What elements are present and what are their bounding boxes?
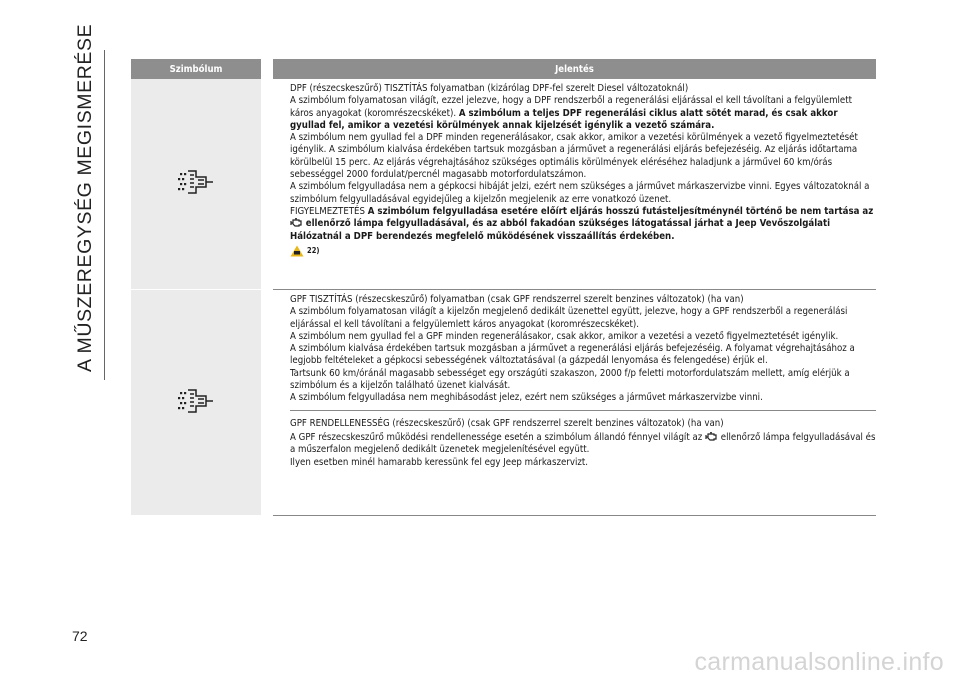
footnote-ref	[290, 245, 876, 258]
gpf-cleaning-block	[290, 294, 876, 411]
symbol-cell	[131, 79, 261, 290]
dpf-filter-icon	[177, 168, 215, 196]
symbol-table	[131, 59, 876, 516]
dpf-bold-text: A szimbólum a teljes DPF regenerálási ciklus alatt sötét marad, és csak akkor gyullad fel, amikor a vezetési körülmények annak kijelzését igénylik a vezető számára.	[290, 107, 838, 131]
table-row	[131, 290, 876, 516]
meaning-cell	[273, 79, 876, 290]
gpf-paragraph: Tartsunk 60 km/óránál magasabb sebességet egy országúti szakaszon, 2000 f/p feletti motorfordulatszám mellett, amíg elérjük a szimbólum és a kijelzőn található üzenet kialvását.	[290, 367, 850, 392]
fault-text: A GPF részecskeszűrő működési rendellenessége esetén a szimbólum állandó fénnyel világít az	[290, 431, 703, 443]
gpf-fault-paragraph: Ilyen esetben minél hamarabb keressünk fel egy Jeep márkaszervizt.	[290, 456, 589, 468]
watermark: carmanualsonline.info	[694, 648, 944, 676]
engine-check-icon	[705, 432, 718, 442]
gpf-fault-title: GPF RENDELLENESSÉG (részecskeszűrő) (csak GPF rendszerrel szerelt benzines változatok) (ha van)	[290, 417, 724, 429]
engine-check-icon	[290, 218, 303, 228]
gpf-filter-icon	[177, 387, 215, 415]
gpf-title: GPF TISZTÍTÁS (részecskeszűrő) folyamatban (csak GPF rendszerrel szerelt benzines változatok) (ha van)	[290, 294, 744, 305]
gpf-paragraph: A szimbólum nem gyullad fel a GPF minden regenerálásakor, csak akkor, amikor a vezetési a vezető figyelmeztetését igénylik.	[290, 330, 839, 342]
header-symbol: Szimbólum	[131, 59, 261, 79]
table-header-row	[131, 59, 876, 79]
header-meaning: Jelentés	[273, 59, 876, 79]
gap-cell	[261, 79, 273, 290]
dpf-paragraph: A szimbólum nem gyullad fel a DPF minden regenerálásakor, csak akkor, amikor a vezetési körülmények a vezető figyelmeztetését igénylik. A szimbólum kialvása érdekében tartsuk mozgásban a járművet a regenerálási eljárás befejezéséig. Az eljárás időtartama körülbelül 15 perc. Az eljárás végrehajtásához szükséges optimális körülmények eléréséhez haladjunk a járművel 60 km/órás sebességgel 2000 fordulat/percnél magasabb motorfordulatszámon.	[290, 132, 858, 181]
meaning-cell	[273, 290, 876, 516]
footnote-number: 22)	[307, 245, 320, 255]
dpf-warning	[290, 206, 876, 243]
fault-text: ellenőrző lámpa felgyulladásával és a műszerfalon megjelenő dedikált üzenetek megjelenítésével együtt.	[290, 431, 876, 456]
gpf-fault-paragraph	[290, 432, 876, 457]
dpf-paragraph	[290, 95, 876, 132]
note-icon	[290, 245, 304, 257]
gap-cell	[261, 290, 273, 516]
gpf-paragraph: A szimbólum kialvása érdekében tartsuk mozgásban a járművet a regenerálási eljárás befejezéséig. A folyamat végrehajtásához a legjobb feltételeket a gépkocsi sebességének változtatásával (a gázpedál lenyomása és felengedése) érjük el.	[290, 343, 855, 367]
dpf-title: DPF (részecskeszűrő) TISZTÍTÁS folyamatban (kizárólag DPF-fel szerelt Diesel változatoknál)	[290, 83, 689, 94]
page-number: 72	[72, 628, 88, 644]
chapter-divider	[104, 50, 105, 380]
symbol-cell	[131, 290, 261, 516]
warning-bold-text: A szimbólum felgyulladása esetére előírt eljárás hosszú futásteljesítménynél történő be nem tartása az	[367, 205, 874, 217]
header-gap	[261, 59, 273, 79]
dpf-paragraph: A szimbólum felgyulladása nem a gépkocsi hibáját jelzi, ezért nem szükséges a járművet márkaszervizbe vinni. Egyes változatoknál a szimbólum felgyulladásával egyidejűleg a kijelzőn megjelenik az erre vonatkozó üzenet.	[290, 181, 870, 205]
warning-bold-text: ellenőrző lámpa felgyulladásával, és az abból fakadóan szükséges látogatással járhat a Jeep Vevőszolgálati Hálózatnál a DPF berendezés megfelelő működésének visszaállítás érdekében.	[290, 218, 831, 242]
chapter-title: A MŰSZEREGYSÉG MEGISMERÉSE	[74, 23, 96, 372]
gpf-paragraph: A szimbólum folyamatosan világít a kijelzőn megjelenő dedikált üzenettel együtt, jelezve, hogy a GPF rendszerből a regenerálási eljárással el kell távolítani a felgyülemlett káros anyagokat (koromrészecskéket).	[290, 306, 848, 330]
gpf-paragraph: A szimbólum felgyulladása nem meghibásodást jelez, ezért nem szükséges a járművet márkaszervizbe vinni.	[290, 392, 763, 404]
table-row	[131, 79, 876, 290]
dpf-text: A szimbólum folyamatosan világít, ezzel jelezve, hogy a DPF rendszerből a regenerálási eljárással el kell távolítani a felgyülemlett káros anyagokat (koromrészecskéket).	[290, 95, 852, 119]
warning-label: FIGYELMEZTETÉS	[290, 205, 365, 217]
